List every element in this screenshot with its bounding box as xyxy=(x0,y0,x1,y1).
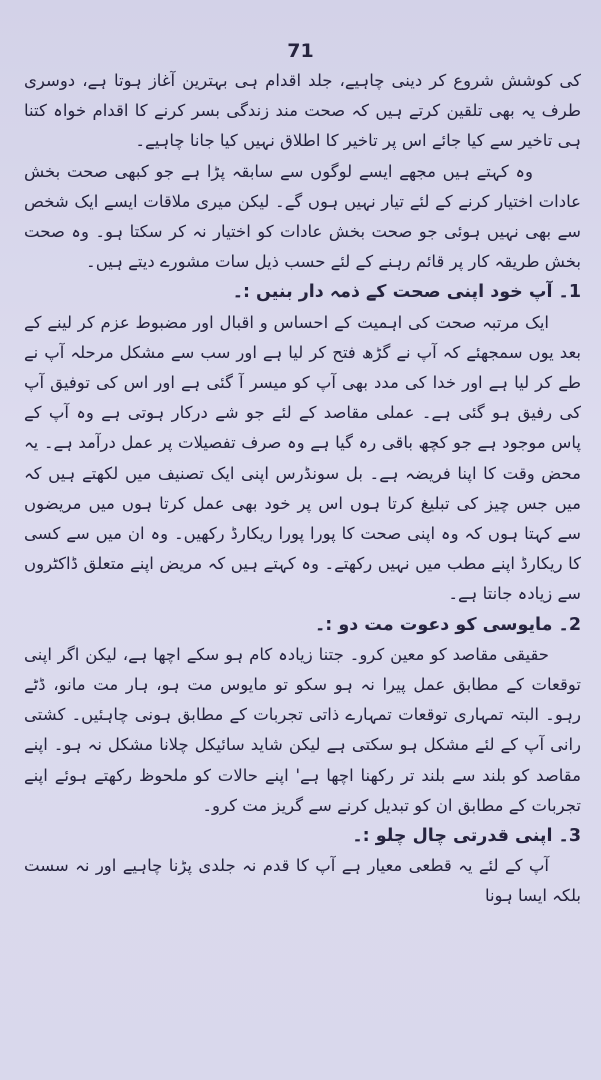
paragraph-1: ایک مرتبہ صحت کی اہمیت کے احساس و اقبال اور مضبوط عزم کر لینے کے بعد یوں سمجھئے کہ آپ نے گڑھ فتح کر لیا ہے اور سب سے مشکل مرحلہ آپ نے طے کر لیا ہے اور خدا کی مدد بھی آپ کو میسر آ گئی ہے اور اس کی توفیق آپ کی رفیق ہو گئی ہے۔ عملی مقاصد کے لئے جو شے درکار ہوتی ہے وہ آپ کے پاس موجود ہے جو کچھ باقی رہ گیا ہے وہ صرف تفصیلات پر عمل درآمد ہے۔ یہ محض وقت کا اپنا فریضہ ہے۔ بل سونڈرس اپنی ایک تصنیف میں لکھتے ہیں کہ میں جس چیز کی تبلیغ کرتا ہوں اس پر خود بھی عمل کرتا ہوں میں مریضوں سے کہتا ہوں کہ وہ اپنی صحت کا پورا پورا ریکارڈ رکھیں۔ وہ ان میں سے کسی کا ریکارڈ اپنے مطب میں نہیں رکھتے۔ وہ کہتے ہیں کہ مریض اپنے متعلق ڈاکٹروں سے زیادہ جانتا ہے۔ xyxy=(24,312,581,604)
paragraph-advice-intro: وہ کہتے ہیں مجھے ایسے لوگوں سے سابقہ پڑا ہے جو کبھی صحت بخش عادات اختیار کرنے کے لئے تیار نہیں ہوں گے۔ لیکن میری ملاقات ایسے ایک شخص سے بھی نہیں ہوئی جو صحت بخش عادات کو اختیار نہ کر سکتا ہو۔ وہ صحت بخش طریقہ کار پر قائم رہنے کے لئے حسب ذیل سات مشورے دیتے ہیں۔ xyxy=(24,161,581,272)
paragraph-3: آپ کے لئے یہ قطعی معیار ہے آپ کا قدم نہ جلدی پڑنا چاہیے اور نہ سست بلکہ ایسا ہونا xyxy=(24,856,581,906)
heading-2: 2۔ مایوسی کو دعوت مت دو :۔ xyxy=(315,614,581,635)
page-number: 71 xyxy=(287,40,314,62)
heading-1: 1۔ آپ خود اپنی صحت کے ذمہ دار بنیں :۔ xyxy=(232,282,581,303)
heading-3: 3۔ اپنی قدرتی چال چلو :۔ xyxy=(352,826,581,847)
paragraph-intro: کی کوشش شروع کر دینی چاہیے، جلد اقدام ہی بہترین آغاز ہوتا ہے، دوسری طرف یہ بھی تلقین کرتے ہیں کہ صحت مند زندگی بسر کرنے کا اقدام خواہ کتنا ہی تاخیر سے کیا جائے اس پر تاخیر کا اطلاق نہیں کیا جانا چاہیے۔ xyxy=(24,71,581,151)
paragraph-2: حقیقی مقاصد کو معین کرو۔ جتنا زیادہ کام ہو سکے اچھا ہے، لیکن اگر اپنی توقعات کے مطابق عمل پیرا نہ ہو سکو تو مایوس مت ہو، ہار مت مانو، ڈٹے رہو۔ البتہ تمہاری توقعات تمہارے ذاتی تجربات کے مطابق ہونی چاہئیں۔ کشتی رانی آپ کے لئے مشکل ہو سکتی ہے لیکن شاید سائیکل چلانا مشکل نہ ہو۔ اپنے مقاصد کو بلند سے بلند تر رکھنا اچھا ہے' اپنے حالات کو ملحوظ رکھتے ہوئے اپنے تجربات کے مطابق ان کو تبدیل کرنے سے گریز مت کرو۔ xyxy=(24,644,581,815)
page-text xyxy=(24,66,581,912)
